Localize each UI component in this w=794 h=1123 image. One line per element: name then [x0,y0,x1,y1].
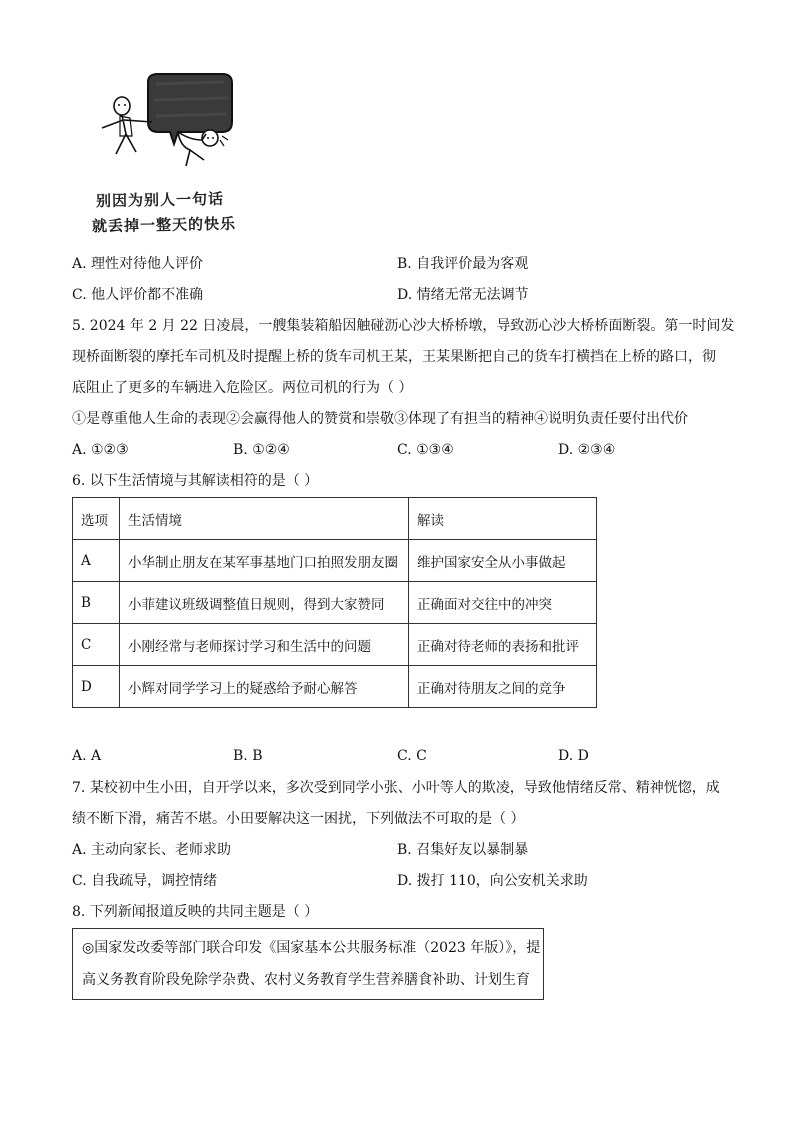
q6-option-c: C. C [397,748,427,764]
cartoon-caption-line-1: 别因为别人一句话 [95,189,225,211]
q8-news-line-1: ◎国家发改委等部门联合印发《国家基本公共服务标准（2023 年版）》，提 [82,940,541,956]
table-header-row [73,498,597,540]
q5-stem-line-1: 5. 2024 年 2 月 22 日凌晨，一艘集装箱船因触碰沥心沙大桥桥墩，导致沥心沙大桥桥面断裂。第一时间发 [72,318,735,334]
q6-option-a: A. A [72,748,102,764]
cartoon-illustration [82,70,247,170]
q4-option-c: C. 他人评价都不准确 [72,287,204,303]
q5-statements: ①是尊重他人生命的表现②会赢得他人的赞赏和崇敬③体现了有担当的精神④说明负责任要付出代价 [72,411,688,427]
table-cell: D [73,666,120,708]
table-header-cell: 解读 [409,498,597,540]
table-cell: 正确对待朋友之间的竞争 [409,666,597,708]
cartoon-people-carrying-speech-bubble-icon [82,70,247,170]
table-cell: 小华制止朋友在某军事基地门口拍照发朋友圈 [120,540,409,582]
table-cell: 小辉对同学学习上的疑惑给予耐心解答 [120,666,409,708]
q6-option-b: B. B [233,748,263,764]
q7-stem-line-1: 7. 某校初中生小田，自开学以来，多次受到同学小张、小叶等人的欺凌，导致他情绪反常、精神恍惚，成 [72,780,720,796]
q7-option-d: D. 拨打 110，向公安机关求助 [397,873,588,889]
q5-stem-line-3: 底阻止了更多的车辆进入危险区。两位司机的行为（ ） [72,380,413,396]
table-cell: 正确面对交往中的冲突 [409,582,597,624]
q8-news-box [72,928,544,1000]
cartoon-caption-line-2: 就丢掉一整天的快乐 [91,214,237,236]
q7-option-c: C. 自我疏导，调控情绪 [72,873,218,889]
table-row [73,666,597,708]
table-cell: 小刚经常与老师探讨学习和生活中的问题 [120,624,409,666]
q5-option-b: B. ①②④ [233,442,290,458]
table-header-cell: 生活情境 [120,498,409,540]
q5-option-d: D. ②③④ [558,442,616,458]
table-cell: 维护国家安全从小事做起 [409,540,597,582]
table-row [73,624,597,666]
q7-option-b: B. 召集好友以暴制暴 [397,842,529,858]
q6-table [72,497,597,708]
q6-option-d: D. D [558,748,589,764]
q5-stem-line-2: 现桥面断裂的摩托车司机及时提醒上桥的货车司机王某，王某果断把自己的货车打横挡在上桥的路口，彻 [72,349,716,365]
table-cell: 正确对待老师的表扬和批评 [409,624,597,666]
q4-option-b: B. 自我评价最为客观 [397,256,529,272]
table-header-cell: 选项 [73,498,120,540]
q7-option-a: A. 主动向家长、老师求助 [72,842,232,858]
table-cell: A [73,540,120,582]
table-cell: B [73,582,120,624]
q5-option-a: A. ①②③ [72,442,129,458]
table-row [73,540,597,582]
table-cell: C [73,624,120,666]
q7-stem-line-2: 绩不断下滑，痛苦不堪。小田要解决这一困扰，下列做法不可取的是（ ） [72,811,525,827]
table-cell: 小菲建议班级调整值日规则，得到大家赞同 [120,582,409,624]
table-row [73,582,597,624]
q8-stem: 8. 下列新闻报道反映的共同主题是（ ） [72,904,319,920]
q6-stem: 6. 以下生活情境与其解读相符的是（ ） [72,473,319,489]
q4-option-d: D. 情绪无常无法调节 [397,287,529,303]
q5-option-c: C. ①③④ [397,442,454,458]
q4-option-a: A. 理性对待他人评价 [72,256,204,272]
q8-news-line-2: 高义务教育阶段免除学杂费、农村义务教育学生营养膳食补助、计划生育 [82,972,530,988]
